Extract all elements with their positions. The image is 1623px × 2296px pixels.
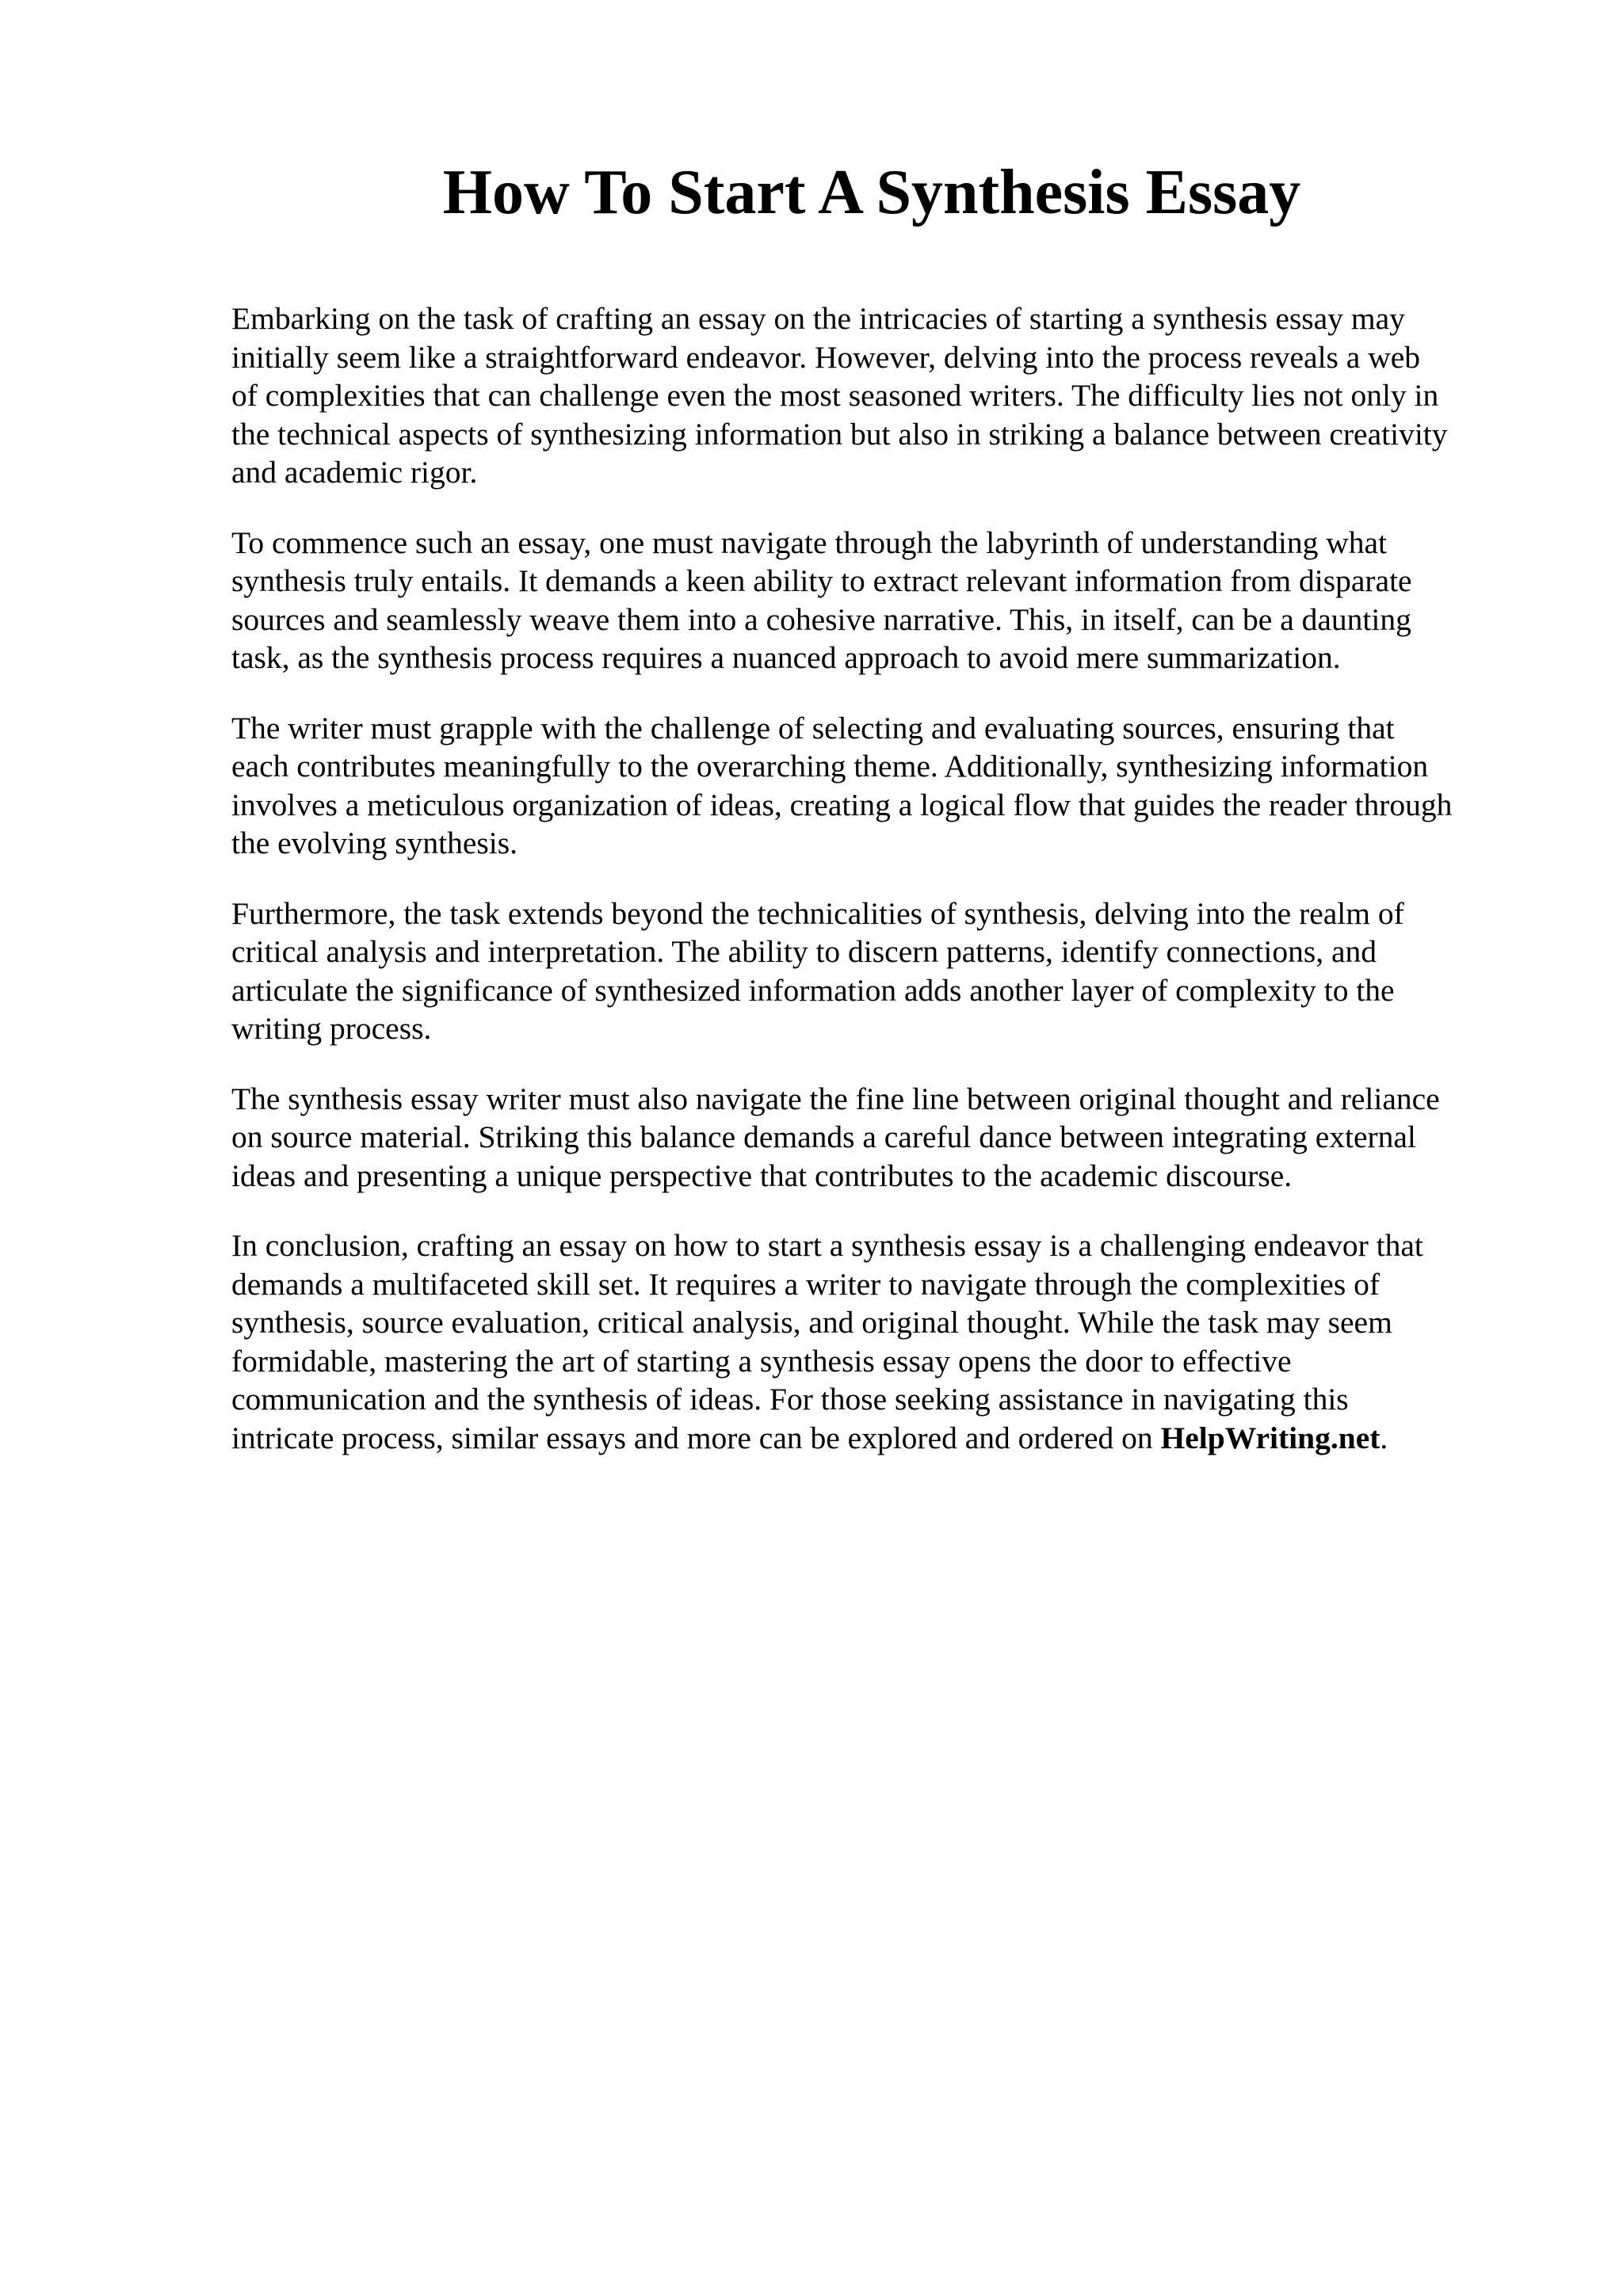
text-line: writing process. — [231, 1011, 432, 1046]
text-line: The synthesis essay writer must also navigate the fine line between original thought and reliance — [231, 1081, 1440, 1116]
text-line: the technical aspects of synthesizing information but also in striking a balance between creativity — [231, 416, 1448, 452]
paragraph-4 — [231, 894, 1519, 1048]
text-line: synthesis, source evaluation, critical analysis, and original thought. While the task may seem — [231, 1305, 1392, 1340]
text-line: the evolving synthesis. — [231, 826, 517, 860]
paragraph-5 — [231, 1080, 1519, 1196]
text-line: articulate the significance of synthesized information adds another layer of complexity to the — [231, 972, 1395, 1008]
text-fragment: intricate process, similar essays and more can be explored and ordered on — [231, 1420, 1161, 1455]
text-line: of complexities that can challenge even the most seasoned writers. The difficulty lies not only in — [231, 378, 1439, 413]
paragraph-6 — [231, 1226, 1519, 1457]
text-line: In conclusion, crafting an essay on how to start a synthesis essay is a challenging endeavor that — [231, 1228, 1423, 1263]
text-line: each contributes meaningfully to the overarching theme. Additionally, synthesizing information — [231, 749, 1429, 784]
text-line: critical analysis and interpretation. The ability to discern patterns, identify connections, and — [231, 934, 1377, 969]
text-fragment: . — [1380, 1420, 1388, 1455]
document-body — [231, 299, 1519, 1489]
text-line: formidable, mastering the art of starting a synthesis essay opens the door to effective — [231, 1343, 1292, 1379]
text-line: sources and seamlessly weave them into a cohesive narrative. This, in itself, can be a daunting — [231, 601, 1411, 637]
brand-name: HelpWriting.net — [1160, 1420, 1381, 1455]
text-line-final — [231, 1419, 1519, 1458]
text-line: on source material. Striking this balance demands a careful dance between integrating external — [231, 1119, 1416, 1154]
text-line: and academic rigor. — [231, 455, 478, 490]
paragraph-1 — [231, 299, 1519, 492]
text-line: The writer must grapple with the challenge of selecting and evaluating sources, ensuring that — [231, 710, 1395, 746]
paragraph-2 — [231, 524, 1519, 677]
text-line: Embarking on the task of crafting an essay on the intricacies of starting a synthesis essay may — [231, 301, 1405, 336]
text-line: demands a multifaceted skill set. It requires a writer to navigate through the complexities of — [231, 1266, 1380, 1302]
paragraph-3 — [231, 709, 1519, 863]
text-line: To commence such an essay, one must navigate through the labyrinth of understanding what — [231, 524, 1387, 560]
text-line: Furthermore, the task extends beyond the technicalities of synthesis, delving into the realm of — [231, 895, 1404, 931]
text-line: ideas and presenting a unique perspective that contributes to the academic discourse. — [231, 1158, 1293, 1193]
text-line: involves a meticulous organization of ideas, creating a logical flow that guides the reader through — [231, 787, 1453, 822]
text-line: communication and the synthesis of ideas. For those seeking assistance in navigating this — [231, 1382, 1349, 1417]
text-line: initially seem like a straightforward endeavor. However, delving into the process reveals a web — [231, 339, 1421, 375]
text-line: synthesis truly entails. It demands a keen ability to extract relevant information from disparate — [231, 563, 1412, 598]
page-title: How To Start A Synthesis Essay — [442, 158, 1301, 227]
text-line: task, as the synthesis process requires a nuanced approach to avoid mere summarization. — [231, 640, 1341, 675]
